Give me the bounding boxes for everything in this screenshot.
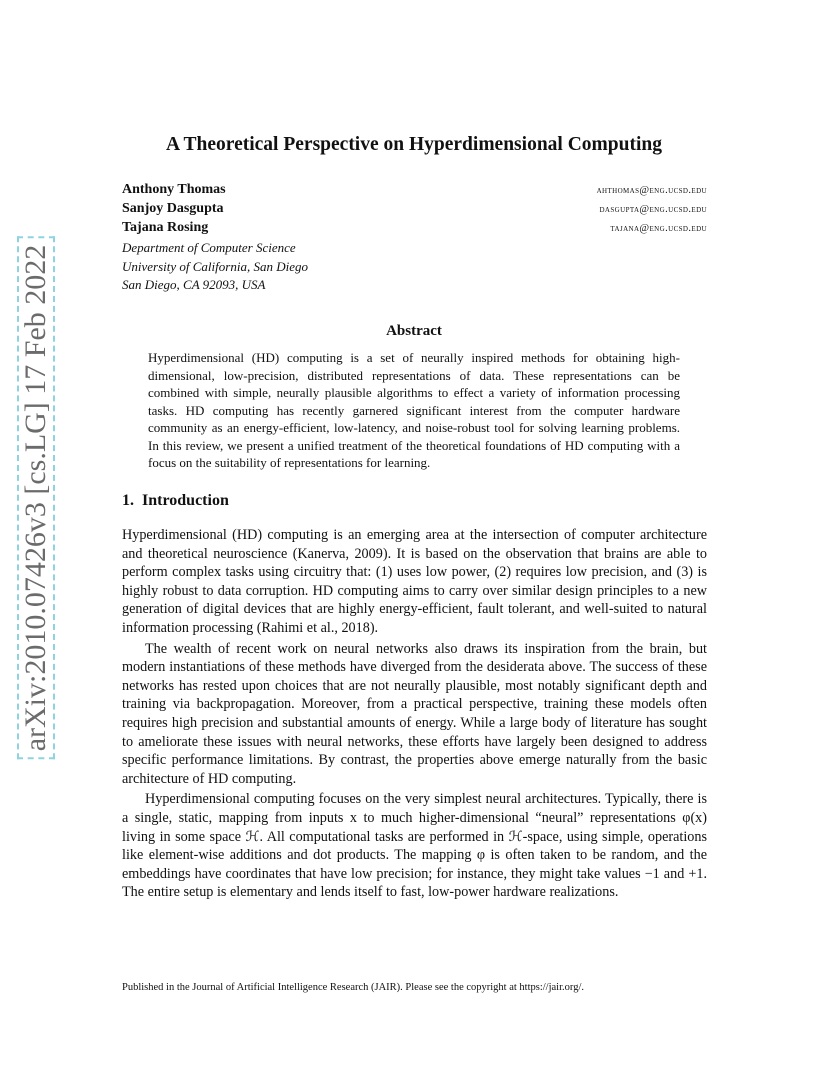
author-name: Tajana Rosing xyxy=(122,220,209,235)
paper-title: A Theoretical Perspective on Hyperdimensional Computing xyxy=(166,134,662,155)
author-row xyxy=(122,182,707,201)
section-number: 1. xyxy=(122,492,134,509)
affiliation-address: San Diego, CA 92093, USA xyxy=(122,277,266,292)
section-heading xyxy=(122,492,229,510)
affiliation-university: University of California, San Diego xyxy=(122,258,308,274)
paragraph: Hyperdimensional (HD) computing is an emerging area at the intersection of computer architecture and theoretical neuroscience (Kanerva, 2009). It is based on the observation that brains are able to perform complex tasks using circuitry that: (1) uses low power, (2) requires low precision, and (3) is highly robust to data corruption. HD computing aims to carry over similar design principles to a new generation of digital devices that are highly energy-efficient, fault tolerant, and well-suited to natural information processing (Rahimi et al., 2018). xyxy=(122,527,707,636)
author-row xyxy=(122,220,707,239)
footer-note: Published in the Journal of Artificial Intelligence Research (JAIR). Please see the copyright at https://jair.org/. xyxy=(122,982,584,993)
paragraph: Hyperdimensional computing focuses on the very simplest neural architectures. Typically, there is a single, static, mapping from inputs x to much higher-dimensional “neural” representations φ(x) living in some space ℋ. All computational tasks are performed in ℋ-space, using simple, operations like element-wise additions and dot products. The mapping φ is often taken to be random, and the embeddings have coordinates that have low precision; for instance, they might take values −1 and +1. The entire setup is elementary and lends itself to fast, low-power hardware realizations. xyxy=(122,791,707,901)
author-name: Anthony Thomas xyxy=(122,182,226,197)
abstract-text: Hyperdimensional (HD) computing is a set of neurally inspired methods for obtaining high-dimensional, low-precision, distributed representations of data. These representations can be combined with simple, neurally plausible algorithms to effect a variety of information processing tasks. HD computing has recently garnered significant interest from the computer hardware community as an energy-efficient, low-latency, and noise-robust tool for solving learning problems. In this review, we present a unified treatment of the theoretical foundations of HD computing with a focus on the suitability of representations for learning. xyxy=(148,350,680,470)
author-name: Sanjoy Dasgupta xyxy=(122,201,224,216)
affiliation-department: Department of Computer Science xyxy=(122,240,296,255)
author-email: dasgupta@eng.ucsd.edu xyxy=(599,204,707,215)
arxiv-stamp: arXiv:2010.07426v3 [cs.LG] 17 Feb 2022 xyxy=(17,237,55,760)
author-block xyxy=(122,182,707,295)
section-title: Introduction xyxy=(142,492,229,509)
author-email: tajana@eng.ucsd.edu xyxy=(610,223,707,234)
author-email: ahthomas@eng.ucsd.edu xyxy=(596,185,707,196)
body-text xyxy=(122,526,707,902)
paragraph: The wealth of recent work on neural networks also draws its inspiration from the brain, but modern instantiations of these methods have diverged from the desiderata above. The success of these networks has rested upon choices that are not neurally plausible, most notably significant depth and training via backpropagation. Moreover, from a practical perspective, training these models often requires high precision and substantial amounts of energy. While a large body of literature has sought to ameliorate these issues with neural networks, these efforts have largely been designed to address specific performance limitations. By contrast, the properties above emerge naturally from the basic architecture of HD computing. xyxy=(122,640,707,787)
abstract-heading: Abstract xyxy=(386,323,442,339)
author-row xyxy=(122,201,707,220)
